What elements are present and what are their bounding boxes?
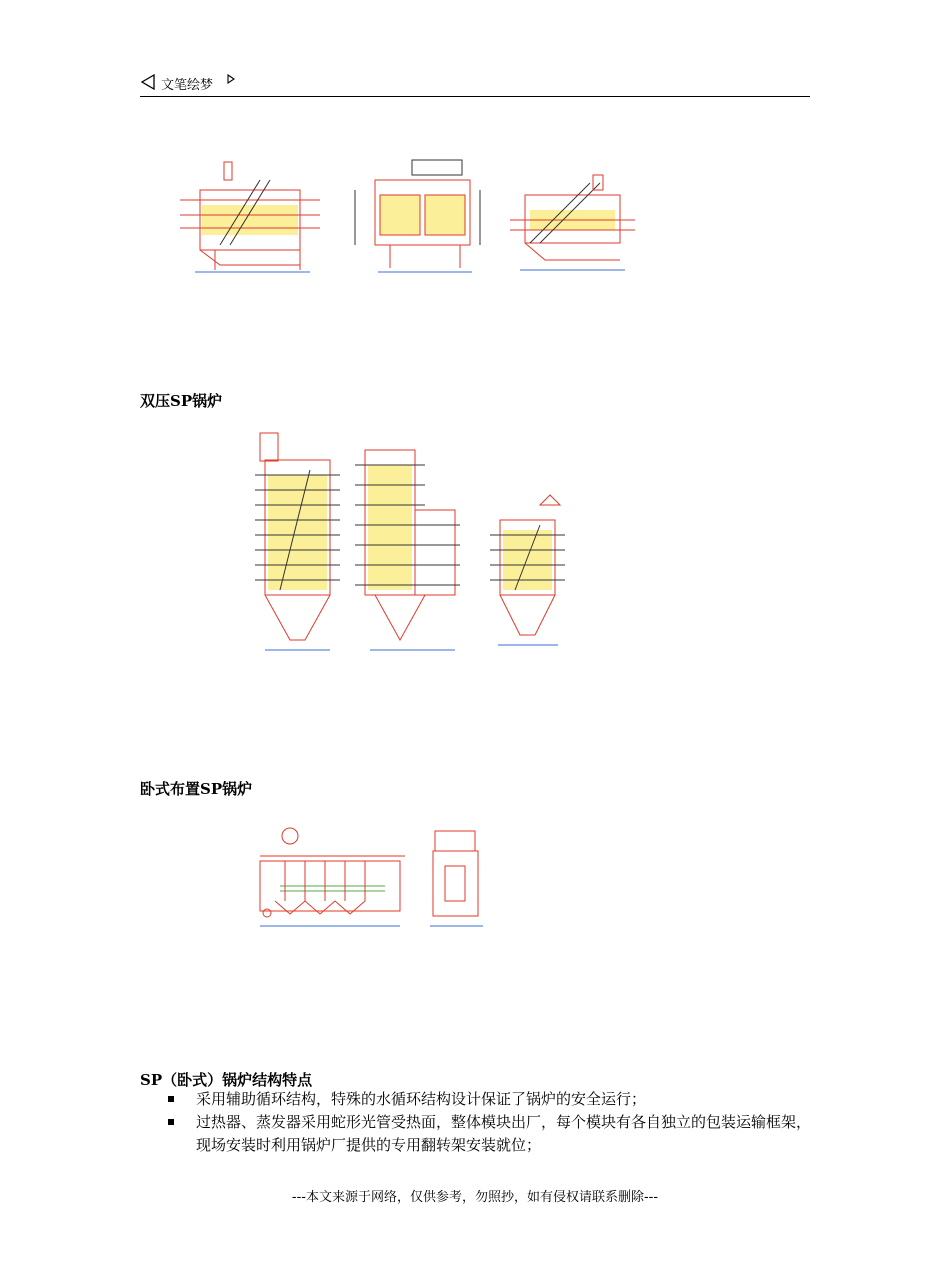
header-title: 文笔绘梦: [161, 78, 214, 93]
dual-pressure-boiler-drawing: [250, 425, 580, 665]
triangle-left-icon: [140, 74, 156, 90]
page-header: [140, 70, 810, 97]
horizontal-heading: 卧式布置SP锅炉: [140, 780, 253, 798]
boiler-drawing-top: [180, 150, 650, 280]
list-item: [140, 1111, 812, 1157]
features-heading: SP（卧式）锅炉结构特点: [140, 1071, 313, 1089]
triangle-right-icon: [226, 74, 236, 86]
bullet-square-icon: [168, 1119, 174, 1125]
feature-text: 采用辅助循环结构，特殊的水循环结构设计保证了锅炉的安全运行；: [196, 1090, 647, 1108]
page-footer: ---本文来源于网络，仅供参考，勿照抄，如有侵权请联系删除---: [291, 1190, 659, 1205]
feature-text: 过热器、蒸发器采用蛇形光管受热面，整体模块出厂，每个模块有各自独立的包装运输框架，现场安装时利用锅炉厂提供的专用翻转架安装就位；: [196, 1113, 812, 1154]
bullet-square-icon: [168, 1096, 174, 1102]
list-item: [140, 1088, 812, 1111]
features-list: [140, 1088, 812, 1157]
dual-pressure-heading: 双压SP锅炉: [140, 392, 223, 410]
horizontal-boiler-drawing: [255, 826, 490, 934]
